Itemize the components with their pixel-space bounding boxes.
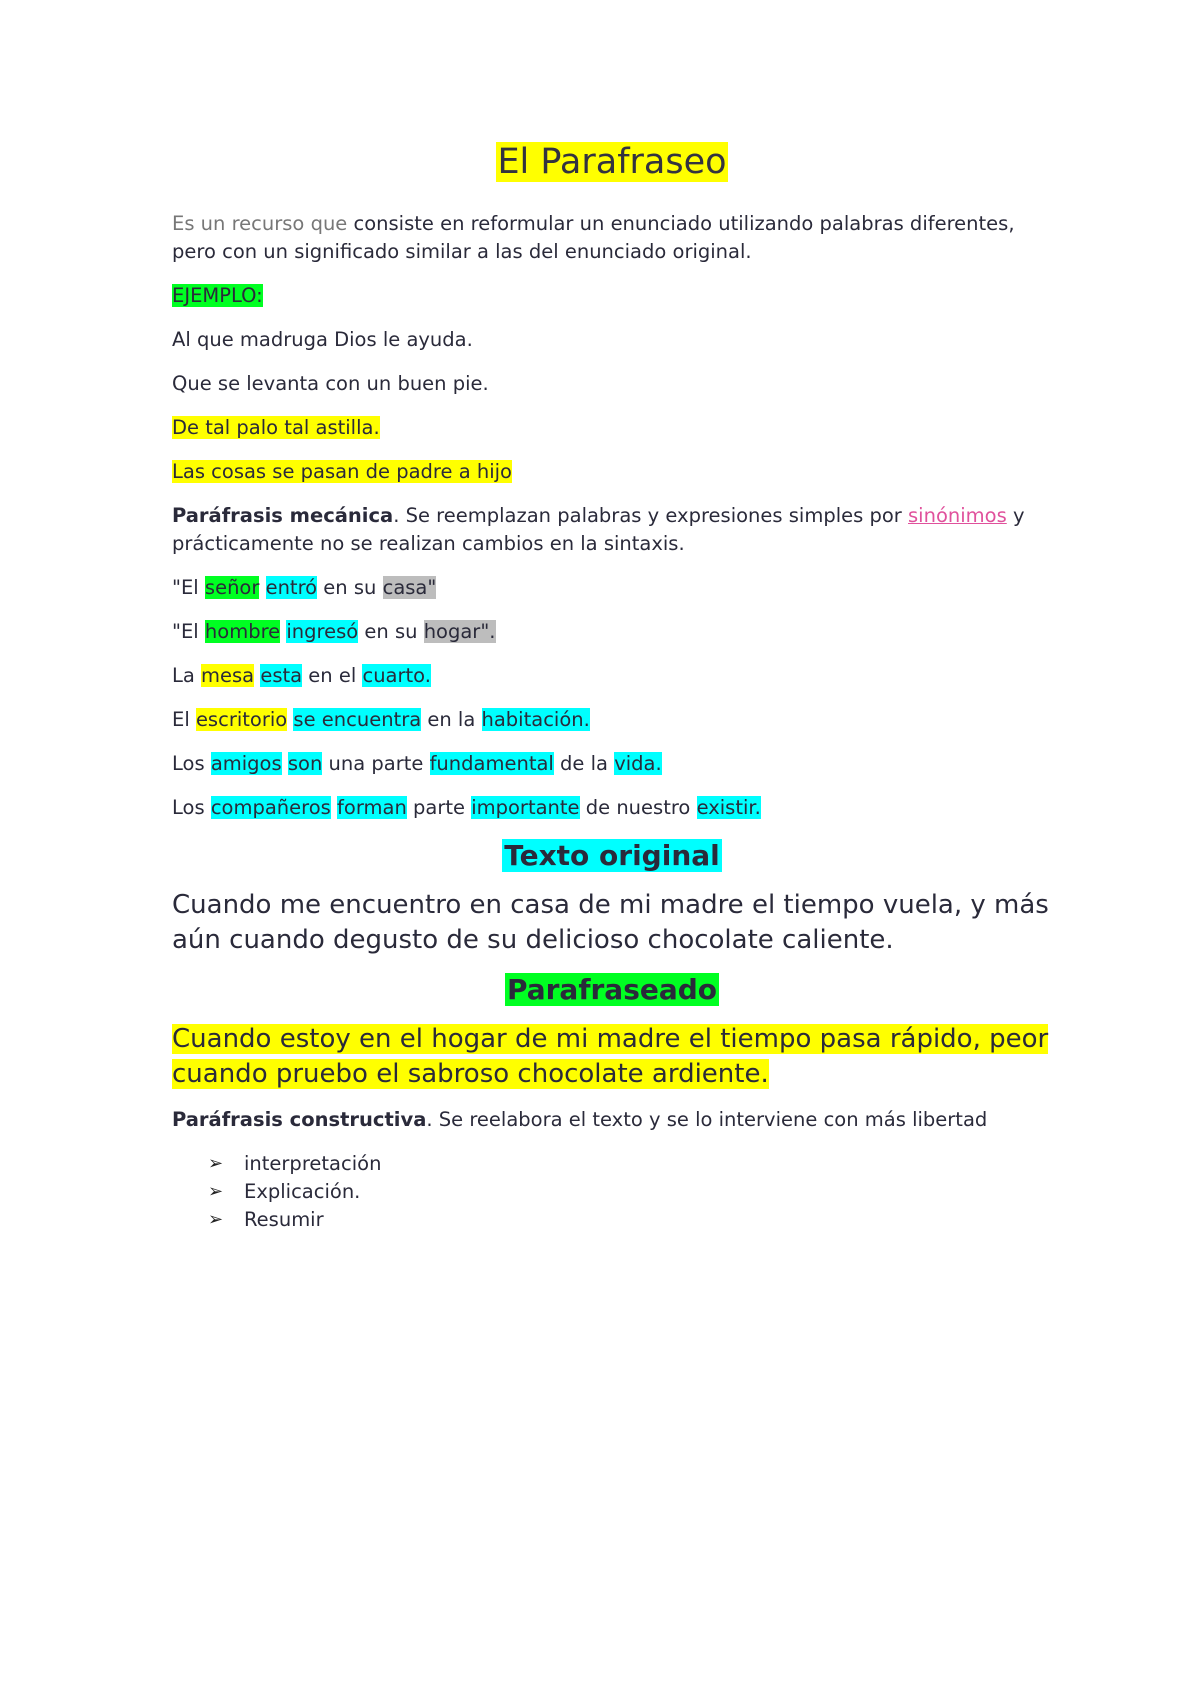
plain-word: en su: [317, 576, 383, 599]
example-line-1: [172, 326, 1052, 354]
plain-word: [259, 576, 265, 599]
plain-word: "El: [172, 576, 205, 599]
paraphrased-text: [172, 1022, 1052, 1092]
sentence-pair-3: [172, 662, 1052, 690]
highlight-word: amigos: [210, 752, 282, 775]
plain-word: La: [172, 664, 202, 687]
highlight-word: entró: [265, 576, 318, 599]
plain-word: en la: [421, 708, 482, 731]
example-line-4: [172, 458, 1052, 486]
example-text-highlighted: Las cosas se pasan de padre a hijo: [172, 460, 512, 483]
example-label: EJEMPLO:: [172, 284, 263, 307]
highlight-word: mesa: [201, 664, 255, 687]
sentence-pair-1: [172, 574, 1052, 602]
arrowhead-bullet-icon: ➢: [208, 1181, 224, 1202]
highlight-word: señor: [204, 576, 260, 599]
highlight-word: se encuentra: [293, 708, 422, 731]
mecanica-text-2: y prácticamente no se realizan cambios en la sintaxis.: [172, 504, 1025, 555]
original-text-content: Cuando me encuentro en casa de mi madre el tiempo vuela, y más aún cuando degusto de su delicioso chocolate caliente.: [172, 890, 1049, 955]
plain-word: una parte: [322, 752, 430, 775]
document-page: [172, 140, 1052, 1234]
mecanica-term: Paráfrasis mecánica: [172, 504, 394, 527]
list-item: [208, 1178, 1052, 1206]
page-title: El Parafraseo: [497, 142, 727, 182]
highlight-word: casa": [382, 576, 437, 599]
example-text: Que se levanta con un buen pie.: [172, 372, 489, 395]
sentence-pair-6: [172, 794, 1052, 822]
sentence-pair-2: [172, 618, 1052, 646]
definition-rest: consiste en reformular un enunciado utilizando palabras diferentes, pero con un significado similar a las del enunciado original.: [172, 212, 1015, 263]
example-text: Al que madruga Dios le ayuda.: [172, 328, 473, 351]
bullet-list: [172, 1150, 1052, 1234]
highlight-word: habitación.: [481, 708, 590, 731]
highlight-word: esta: [260, 664, 303, 687]
highlight-word: son: [287, 752, 323, 775]
example-label-line: [172, 282, 1052, 310]
highlight-word: hombre: [204, 620, 281, 643]
sinonimos-link[interactable]: sinónimos: [908, 504, 1007, 527]
highlight-word: hogar".: [423, 620, 496, 643]
list-item: [208, 1206, 1052, 1234]
definition-lead: Es un recurso que: [172, 212, 348, 235]
plain-word: en el: [302, 664, 363, 687]
original-text: [172, 888, 1052, 958]
arrowhead-bullet-icon: ➢: [208, 1209, 224, 1230]
list-item: [208, 1150, 1052, 1178]
list-item-text: interpretación: [244, 1152, 382, 1175]
definition-paragraph: [172, 210, 1052, 266]
plain-word: parte: [406, 796, 472, 819]
list-item-text: Resumir: [244, 1208, 324, 1231]
paraphrased-heading: Parafraseado: [506, 973, 718, 1006]
highlight-word: existir.: [696, 796, 761, 819]
sentence-pair-4: [172, 706, 1052, 734]
highlight-word: importante: [471, 796, 580, 819]
title-wrap: [172, 140, 1052, 184]
example-text-highlighted: De tal palo tal astilla.: [172, 416, 380, 439]
constructiva-paragraph: [172, 1106, 1052, 1134]
constructiva-text: . Se reelabora el texto y se lo interviene con más libertad: [426, 1108, 988, 1131]
highlight-word: forman: [337, 796, 407, 819]
sentence-pair-5: [172, 750, 1052, 778]
plain-word: Los: [172, 752, 211, 775]
arrowhead-bullet-icon: ➢: [208, 1153, 224, 1174]
paraphrased-heading-wrap: [172, 972, 1052, 1008]
highlight-word: escritorio: [195, 708, 288, 731]
highlight-word: cuarto.: [362, 664, 431, 687]
highlight-word: ingresó: [286, 620, 359, 643]
original-heading: Texto original: [504, 839, 720, 872]
plain-word: en su: [358, 620, 424, 643]
plain-word: Los: [172, 796, 211, 819]
plain-word: El: [172, 708, 196, 731]
highlight-word: vida.: [614, 752, 662, 775]
list-item-text: Explicación.: [244, 1180, 361, 1203]
mecanica-text-1: . Se reemplazan palabras y expresiones simples por: [393, 504, 909, 527]
example-line-2: [172, 370, 1052, 398]
plain-word: de nuestro: [579, 796, 697, 819]
mecanica-paragraph: [172, 502, 1052, 558]
plain-word: [282, 752, 288, 775]
plain-word: de la: [553, 752, 615, 775]
constructiva-term: Paráfrasis constructiva: [172, 1108, 427, 1131]
highlight-word: compañeros: [210, 796, 331, 819]
plain-word: "El: [172, 620, 205, 643]
paraphrased-text-content: Cuando estoy en el hogar de mi madre el tiempo pasa rápido, peor cuando pruebo el sabroso chocolate ardiente.: [172, 1024, 1049, 1089]
original-heading-wrap: [172, 838, 1052, 874]
example-line-3: [172, 414, 1052, 442]
highlight-word: fundamental: [429, 752, 554, 775]
